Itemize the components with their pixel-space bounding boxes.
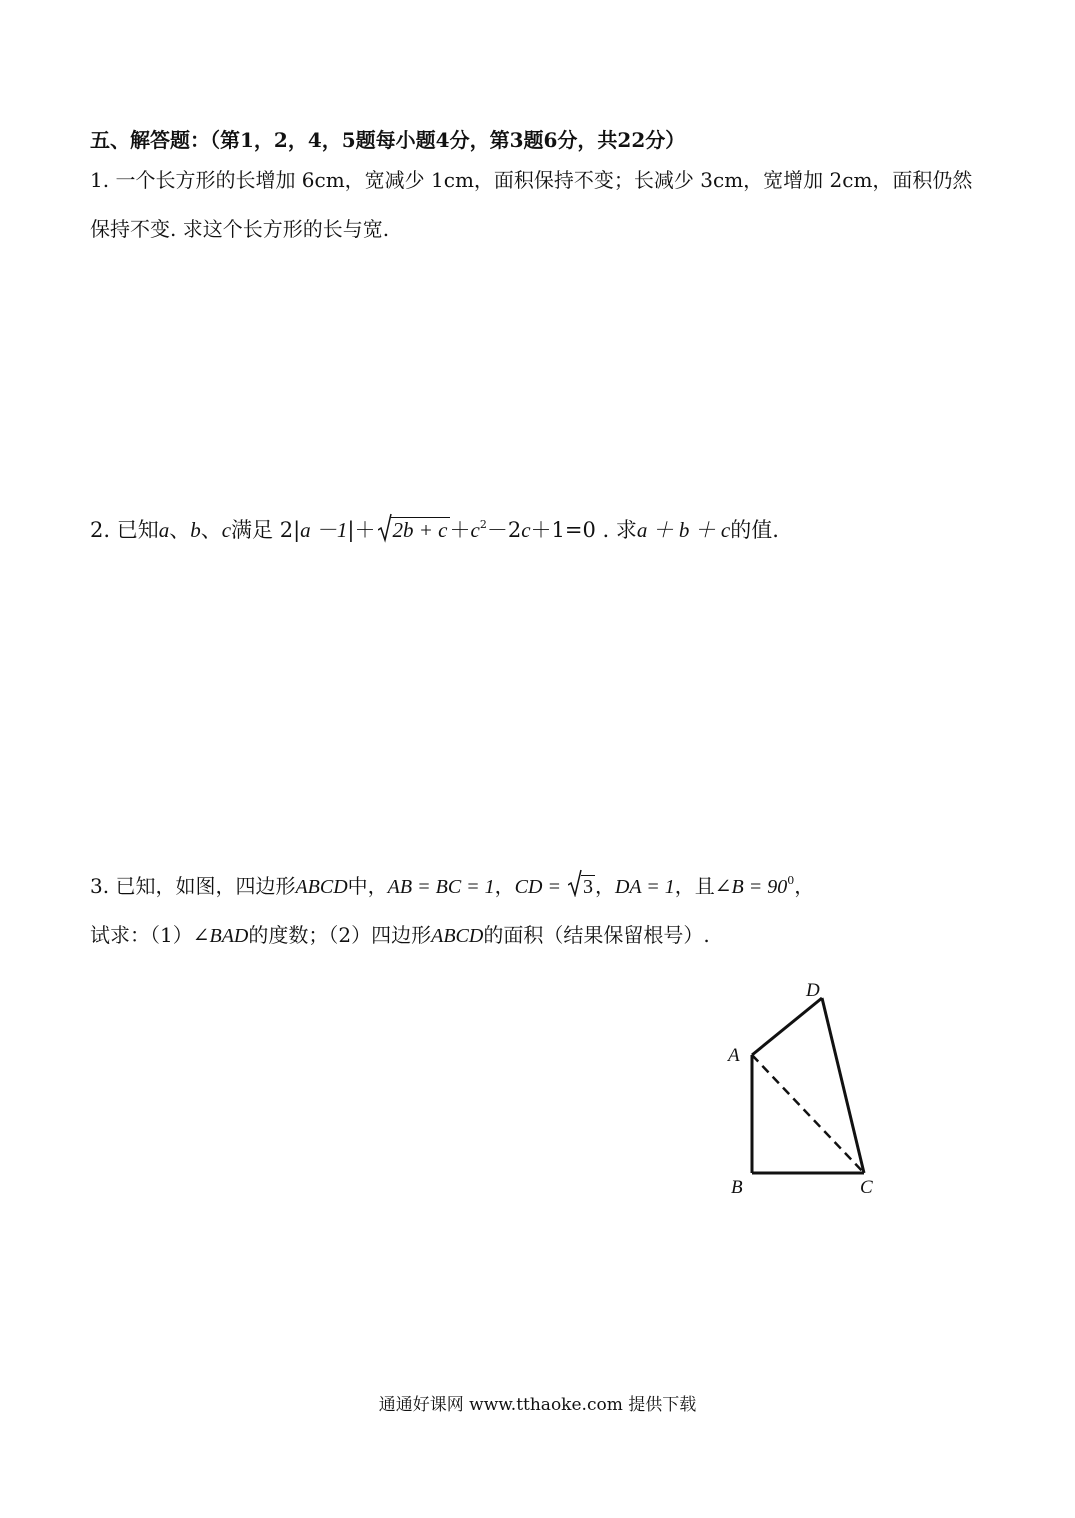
plus-sign: ＋ xyxy=(354,518,376,542)
exponent: 2 xyxy=(479,518,487,531)
diagonal-ac xyxy=(752,1055,864,1173)
segment-da xyxy=(752,998,822,1055)
q3-and: ，且 xyxy=(674,874,715,898)
separator: 、 xyxy=(200,518,222,542)
var-c: c xyxy=(521,518,531,542)
var-c: c xyxy=(221,518,232,542)
radicand: 3 xyxy=(582,876,593,898)
quad-name: ABCD xyxy=(295,876,348,898)
segment-cd xyxy=(822,998,864,1173)
comma: ， xyxy=(594,874,615,898)
label-c: C xyxy=(860,1177,873,1198)
abs-open: | xyxy=(293,518,301,542)
footer-credit: 通通好课网 www.tthaoke.com 提供下载 xyxy=(378,1395,697,1415)
q3-prefix: 3. 已知，如图，四边形 xyxy=(90,874,296,898)
separator: 、 xyxy=(169,518,191,542)
q3-line2-end: 的面积（结果保留根号）. xyxy=(483,923,710,947)
degree-mark: 0 xyxy=(787,874,795,887)
question-1-line-1: 1. 一个长方形的长增加 6cm，宽减少 1cm，面积保持不变；长减少 3cm，宽增加 2cm，面积仍然 xyxy=(90,168,973,192)
q2-tail-1: －2 xyxy=(486,518,522,542)
question-1-line-2: 保持不变. 求这个长方形的长与宽. xyxy=(90,217,390,241)
label-d: D xyxy=(806,980,820,1001)
var-b: b xyxy=(190,518,201,542)
eq-da: DA = 1 xyxy=(614,876,675,898)
q2-prefix: 2. 已知 xyxy=(90,518,159,542)
radicand: 2b + c xyxy=(392,518,448,542)
eq-cd: CD = xyxy=(514,876,566,898)
sum-expression: a ＋ b ＋ c xyxy=(636,518,731,542)
comma: ， xyxy=(494,874,515,898)
q3-mid: 中， xyxy=(347,874,388,898)
plus-sign: ＋ xyxy=(449,518,471,542)
q2-end: 的值. xyxy=(730,518,779,542)
q2-satisfy: 满足 2 xyxy=(231,518,294,542)
q3-line2-prefix: 试求：（1） xyxy=(90,923,193,947)
abs-inner: a －1 xyxy=(300,518,348,542)
quad-name: ABCD xyxy=(431,925,484,947)
label-b: B xyxy=(731,1177,743,1198)
q2-tail-2: ＋1=0 . 求 xyxy=(530,518,637,542)
abs-close: | xyxy=(347,518,355,542)
label-a: A xyxy=(728,1045,740,1066)
q3-line2-mid: 的度数；（2）四边形 xyxy=(248,923,432,947)
angle-bad: ∠BAD xyxy=(192,925,249,947)
comma: ， xyxy=(794,874,815,898)
eq-ab-bc: AB = BC = 1 xyxy=(387,876,495,898)
section-heading: 五、解答题：（第1，2，4，5题每小题4分，第3题6分，共22分） xyxy=(90,128,686,152)
var-a: a xyxy=(158,518,170,542)
var-c-squared: c xyxy=(470,518,480,542)
angle-b: ∠B = 90 xyxy=(714,876,788,898)
